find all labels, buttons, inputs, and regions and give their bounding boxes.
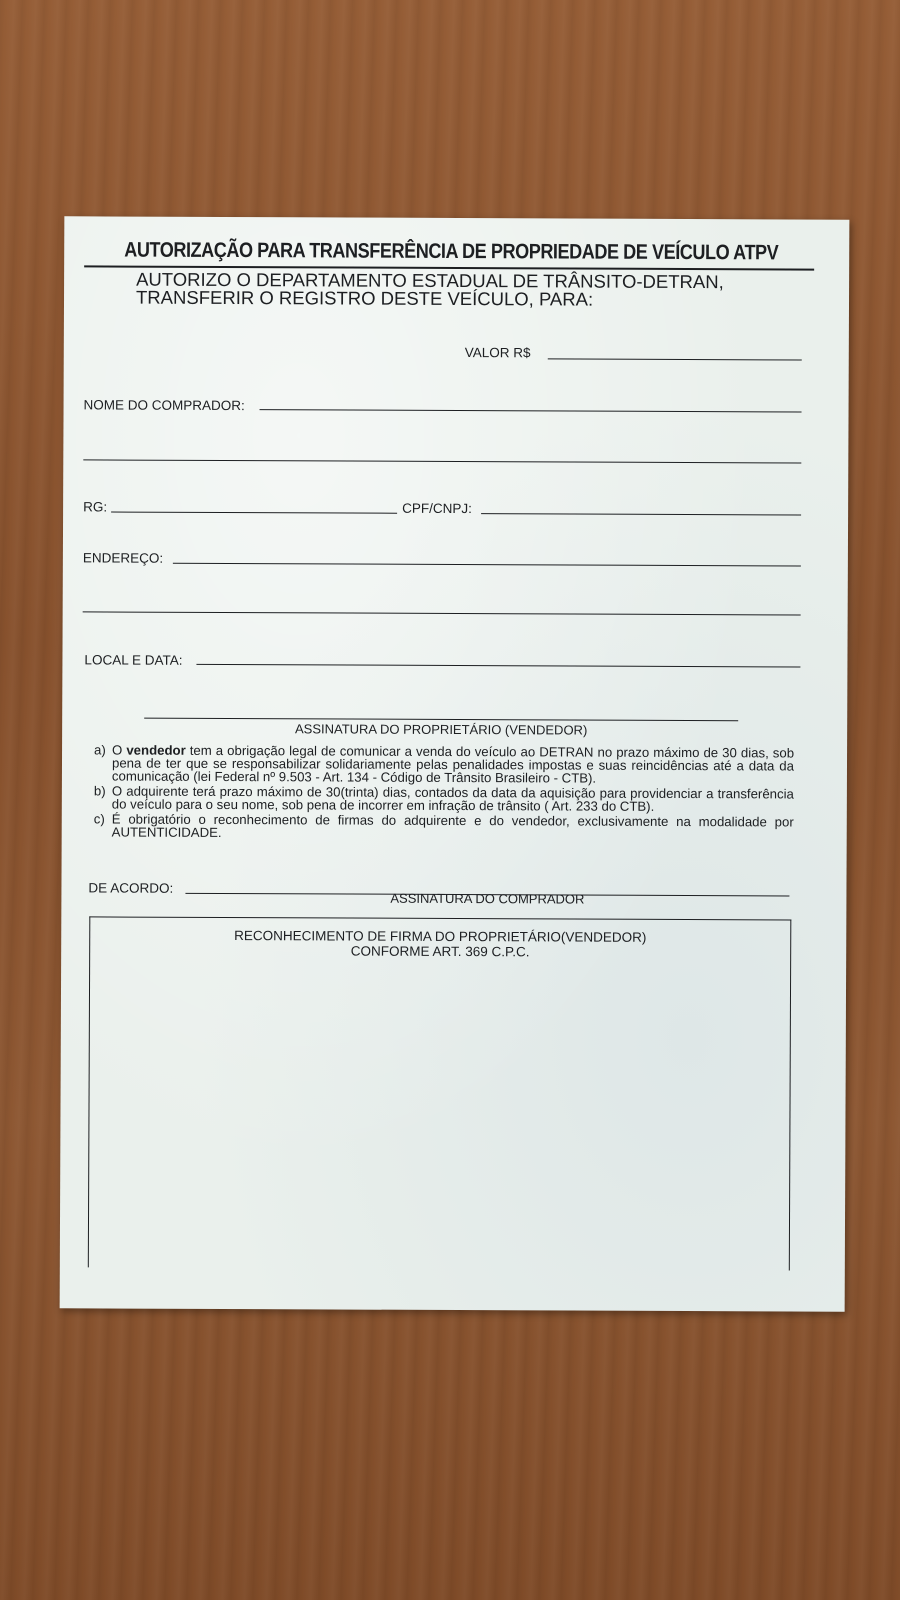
note-text: tem a obrigação legal de comunicar a venda do veículo ao DETRAN no prazo máximo de 30 dias, sob pena de ter que se responsabilizar solidariamente pelas penalidades impostas e suas reincidências até a data da comunicação (lei Federal nº 9.503 - Art. 134 - Código de Trânsito Brasileiro - CTB). — [111, 742, 795, 786]
cpf-field[interactable] — [481, 513, 801, 515]
rg-label: RG: — [83, 499, 108, 515]
local-data-field[interactable] — [196, 664, 800, 668]
notary-box-line-2: CONFORME ART. 369 C.P.C. — [350, 943, 530, 960]
valor-label: VALOR R$ — [464, 345, 531, 361]
note-c — [94, 812, 794, 841]
legal-notes — [94, 743, 794, 843]
local-data-label: LOCAL E DATA: — [84, 652, 183, 668]
intro-line-2: TRANSFERIR O REGISTRO DESTE VEÍCULO, PARA: — [135, 286, 594, 310]
rg-field[interactable] — [111, 511, 397, 513]
atpv-form — [60, 216, 850, 1311]
de-acordo-label: DE ACORDO: — [88, 880, 174, 896]
note-tag: b) — [93, 783, 106, 799]
buyer-signature-caption: ASSINATURA DO COMPRADOR — [390, 890, 585, 907]
intro-text — [135, 268, 724, 310]
note-prefix: O — [112, 742, 127, 758]
endereco-field[interactable] — [173, 563, 801, 567]
intro-line-1: AUTORIZO O DEPARTAMENTO ESTADUAL DE TRÂNSITO-DETRAN, — [136, 268, 724, 293]
notary-recognition-box[interactable] — [88, 916, 792, 1270]
endereco-field-line-2[interactable] — [83, 611, 801, 615]
notary-box-line-1: RECONHECIMENTO DE FIRMA DO PROPRIETÁRIO(VENDEDOR) — [234, 928, 647, 945]
comprador-field[interactable] — [260, 409, 802, 412]
seller-signature-caption: ASSINATURA DO PROPRIETÁRIO (VENDEDOR) — [294, 721, 588, 738]
notary-box-title — [90, 927, 790, 960]
note-text: O adquirente terá prazo máximo de 30(trinta) dias, contados da data da aquisição para providenciar a transferência do veículo para o seu nome, sob pena de incorrer em infração de trânsito ( Art. 233 do CTB). — [111, 783, 794, 814]
endereco-label: ENDEREÇO: — [82, 550, 164, 566]
note-bold: vendedor — [126, 742, 186, 758]
note-tag: a) — [94, 742, 106, 758]
comprador-label: NOME DO COMPRADOR: — [83, 397, 245, 414]
valor-field[interactable] — [548, 358, 802, 360]
comprador-field-line-2[interactable] — [83, 459, 801, 463]
cpf-label: CPF/CNPJ: — [402, 500, 472, 517]
note-b — [94, 784, 794, 813]
note-a — [94, 743, 794, 785]
note-text: É obrigatório o reconhecimento de firmas do adquirente e do vendedor, exclusivamente na modalidade por AUTENTICIDADE. — [111, 811, 794, 840]
note-tag: c) — [93, 811, 105, 827]
form-title: AUTORIZAÇÃO PARA TRANSFERÊNCIA DE PROPRIEDADE DE VEÍCULO ATPV — [124, 238, 779, 265]
